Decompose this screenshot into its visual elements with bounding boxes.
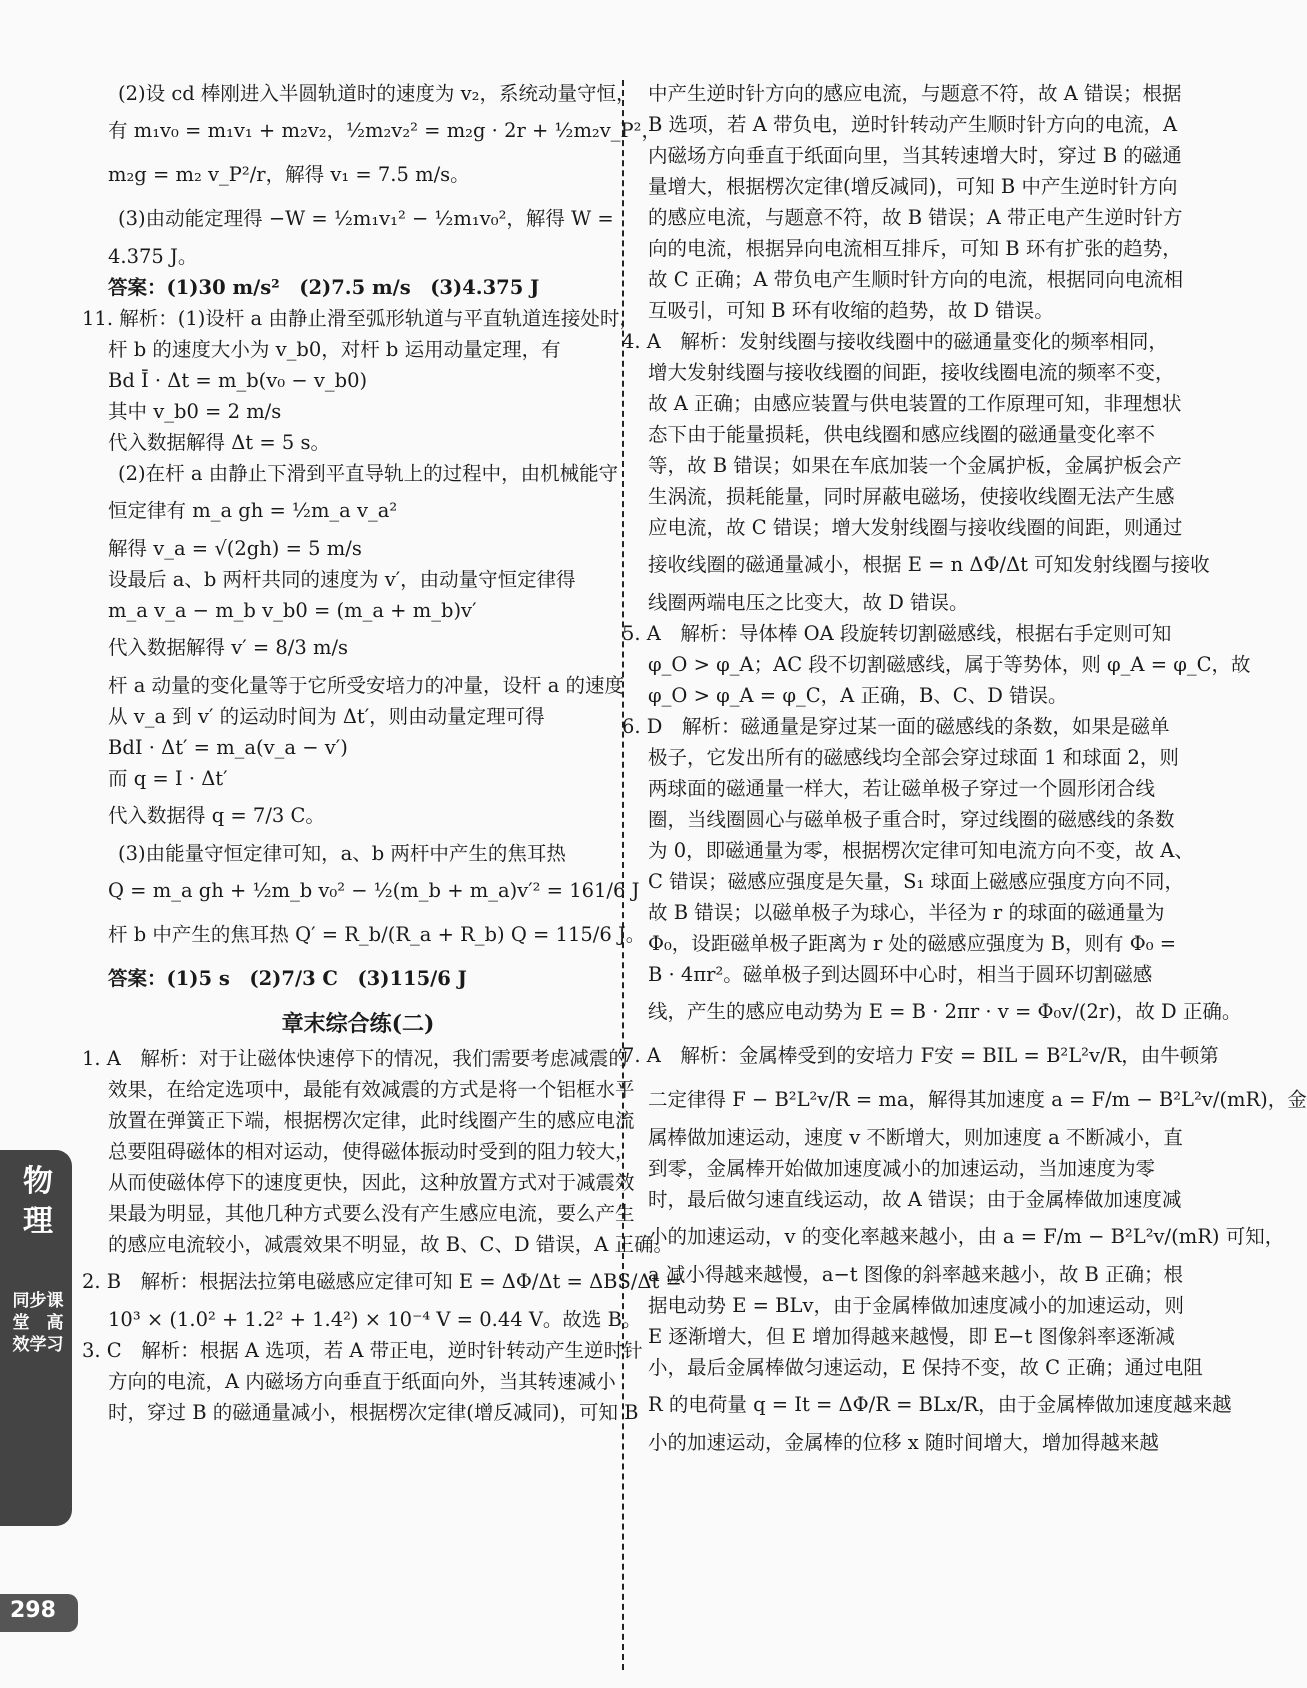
page-number: 298 <box>10 1598 56 1623</box>
text-line: B 选项，若 A 带负电，逆时针转动产生顺时针方向的电流，A <box>648 113 1178 136</box>
text-line: 向的电流，根据异向电流相互排斥，可知 B 环有扩张的趋势， <box>648 237 1182 260</box>
text-line: 中产生逆时针方向的感应电流，与题意不符，故 A 错误；根据 <box>648 82 1182 105</box>
text-line: a 减小得越来越慢，a−t 图像的斜率越来越小，故 B 正确；根 <box>648 1263 1184 1286</box>
text-line: 小的加速运动，金属棒的位移 x 随时间增大，增加得越来越 <box>648 1431 1159 1454</box>
text-line: 内磁场方向垂直于纸面向里，当其转速增大时，穿过 B 的磁通 <box>648 144 1182 167</box>
text-line: 生涡流，损耗能量，同时屏蔽电磁场，使接收线圈无法产生感 <box>648 485 1175 508</box>
text-line: 互吸引，可知 B 环有收缩的趋势，故 D 错误。 <box>648 299 1054 322</box>
text-line: 代入数据解得 v′ = 8/3 m/s <box>108 636 349 659</box>
text-line: 线，产生的感应电动势为 E = B · 2πr · v = Φ₀v/(2r)，故 D 正确。 <box>648 1000 1242 1023</box>
text-line: 放置在弹簧正下端，根据楞次定律，此时线圈产生的感应电流 <box>108 1109 635 1132</box>
equation-line: Q = m_a gh + ½m_b v₀² − ½(m_b + m_a)v′² = 161/6 J <box>108 879 640 902</box>
text-line: 等，故 B 错误；如果在车底加装一个金属护板，金属护板会产 <box>648 454 1182 477</box>
text-line: φ_O > φ_A；AC 段不切割磁感线，属于等势体，则 φ_A = φ_C，故 <box>648 653 1251 676</box>
equation-line: 而 q = I · Δt′ <box>108 767 228 790</box>
text-line: 果最为明显，其他几种方式要么没有产生感应电流，要么产生 <box>108 1202 635 1225</box>
equation-line: m_a v_a − m_b v_b0 = (m_a + m_b)v′ <box>108 599 477 622</box>
text-line: 接收线圈的磁通量减小，根据 E = n ΔΦ/Δt 可知发射线圈与接收 <box>648 553 1210 576</box>
text-line: 小，最后金属棒做匀速运动，E 保持不变，故 C 正确；通过电阻 <box>648 1356 1203 1379</box>
problem-11-header: 11. 解析：(1)设杆 a 由静止滑至弧形轨道与平直轨道连接处时， <box>82 307 639 330</box>
text-line: 10³ × (1.0² + 1.2² + 1.4²) × 10⁻⁴ V = 0.44 V。故选 B。 <box>108 1308 642 1331</box>
text-line: 4.375 J。 <box>108 245 198 268</box>
text-line: 解得 v_a = √(2gh) = 5 m/s <box>108 537 362 560</box>
text-line: 圈，当线圈圆心与磁单极子重合时，穿过线圈的磁感线的条数 <box>648 808 1175 831</box>
text-line: 态下由于能量损耗，供电线圈和感应线圈的磁通量变化率不 <box>648 423 1156 446</box>
text-line: 的感应电流较小，减震效果不明显，故 B、C、D 错误，A 正确。 <box>108 1233 674 1256</box>
text-line: 两球面的磁通量一样大，若让磁单极子穿过一个圆形闭合线 <box>648 777 1156 800</box>
text-line: 小的加速运动，v 的变化率越来越小，由 a = F/m − B²L²v/(mR) 可知， <box>648 1225 1285 1248</box>
right-column <box>622 78 1307 1458</box>
series-label: 同步课堂 高效学习 <box>12 1291 64 1355</box>
text-line: 设最后 a、b 两杆共同的速度为 v′，由动量守恒定律得 <box>108 568 576 591</box>
text-line: 代入数据解得 Δt = 5 s。 <box>108 431 330 454</box>
text-line: 量增大，根据楞次定律(增反减同)，可知 B 中产生逆时针方向 <box>648 175 1178 198</box>
text-line: 有 m₁v₀ = m₁v₁ + m₂v₂，½m₂v₂² = m₂g · 2r + ½m₂v_P²， <box>108 119 661 142</box>
text-line: 故 B 错误；以磁单极子为球心，半径为 r 的球面的磁通量为 <box>648 901 1165 924</box>
left-column <box>82 78 682 1428</box>
text-line: 方向的电流，A 内磁场方向垂直于纸面向外，当其转速减小 <box>108 1370 616 1393</box>
text-line: 增大发射线圈与接收线圈的间距，接收线圈电流的频率不变， <box>648 361 1175 384</box>
text-line: 4. A 解析：发射线圈与接收线圈中的磁通量变化的频率相同， <box>622 330 1168 353</box>
text-line: (2)设 cd 棒刚进入半圆轨道时的速度为 v₂，系统动量守恒， <box>118 82 636 105</box>
text-line: E 逐渐增大，但 E 增加得越来越慢，即 E−t 图像斜率逐渐减 <box>648 1325 1175 1348</box>
equation-line: BdI · Δt′ = m_a(v_a − v′) <box>108 736 348 759</box>
text-line: R 的电荷量 q = It = ΔΦ/R = BLx/R，由于金属棒做加速度越来越 <box>648 1393 1232 1416</box>
text-line: 6. D 解析：磁通量是穿过某一面的磁感线的条数，如果是磁单 <box>622 715 1170 738</box>
text-line: 杆 a 动量的变化量等于它所受安培力的冲量，设杆 a 的速度 <box>108 674 625 697</box>
text-line: 恒定律有 m_a gh = ½m_a v_a² <box>108 499 398 522</box>
text-line: 其中 v_b0 = 2 m/s <box>108 400 282 423</box>
section-title: 章末综合练(二) <box>281 1011 435 1037</box>
text-line: 5. A 解析：导体棒 OA 段旋转切割磁感线，根据右手定则可知 <box>622 622 1172 645</box>
answer-line: 答案：(1)5 s (2)7/3 C (3)115/6 J <box>108 967 467 990</box>
text-line: φ_O > φ_A = φ_C，A 正确，B、C、D 错误。 <box>648 684 1068 707</box>
text-line: 的感应电流，与题意不符，故 B 错误；A 带正电产生逆时针方 <box>648 206 1183 229</box>
equation-line: Bd Ī · Δt = m_b(v₀ − v_b0) <box>108 369 368 392</box>
text-line: 故 C 正确；A 带负电产生顺时针方向的电流，根据同向电流相 <box>648 268 1184 291</box>
text-line: 属棒做加速运动，速度 v 不断增大，则加速度 a 不断减小，直 <box>648 1126 1183 1149</box>
text-line: m₂g = m₂ v_P²/r，解得 v₁ = 7.5 m/s。 <box>108 163 470 186</box>
text-line: 为 0，即磁通量为零，根据楞次定律可知电流方向不变，故 A、 <box>648 839 1194 862</box>
text-line: 2. B 解析：根据法拉第电磁感应定律可知 E = ΔΦ/Δt = ΔBS/Δt = <box>82 1270 682 1293</box>
text-line: (3)由动能定理得 −W = ½m₁v₁² − ½m₁v₀²，解得 W = <box>118 207 614 230</box>
text-line: 杆 b 中产生的焦耳热 Q′ = R_b/(R_a + R_b) Q = 115/6 J。 <box>108 923 646 946</box>
text-line: C 错误；磁感应强度是矢量，S₁ 球面上磁感应强度方向不同， <box>648 870 1184 893</box>
text-line: 二定律得 F − B²L²v/R = ma，解得其加速度 a = F/m − B²L²v/(mR)，金 <box>648 1088 1307 1111</box>
text-line: 7. A 解析：金属棒受到的安培力 F安 = BIL = B²L²v/R，由牛顿第 <box>622 1044 1219 1067</box>
text-line: 效果，在给定选项中，最能有效减震的方式是将一个铝框水平 <box>108 1078 635 1101</box>
text-line: 3. C 解析：根据 A 选项，若 A 带正电，逆时针转动产生逆时针 <box>82 1339 643 1362</box>
text-line: 线圈两端电压之比变大，故 D 错误。 <box>648 591 969 614</box>
text-line: 故 A 正确；由感应装置与供电装置的工作原理可知，非理想状 <box>648 392 1182 415</box>
text-line: 时，最后做匀速直线运动，故 A 错误；由于金属棒做加速度减 <box>648 1188 1182 1211</box>
text-line: 从 v_a 到 v′ 的运动时间为 Δt′，则由动量定理可得 <box>108 705 545 728</box>
text-line: 杆 b 的速度大小为 v_b0，对杆 b 运用动量定理，有 <box>108 338 561 361</box>
text-line: Φ₀，设距磁单极子距离为 r 处的磁感应强度为 B，则有 Φ₀ = <box>648 932 1177 955</box>
text-line: 据电动势 E = BLv，由于金属棒做加速度减小的加速运动，则 <box>648 1294 1184 1317</box>
text-line: B · 4πr²。磁单极子到达圆环中心时，相当于圆环切割磁感 <box>648 963 1153 986</box>
text-line: 极子，它发出所有的磁感线均全部会穿过球面 1 和球面 2，则 <box>648 746 1179 769</box>
text-line: 代入数据得 q = 7/3 C。 <box>108 804 325 827</box>
text-line: (2)在杆 a 由静止下滑到平直导轨上的过程中，由机械能守 <box>118 462 619 485</box>
text-line: 应电流，故 C 错误；增大发射线圈与接收线圈的间距，则通过 <box>648 516 1183 539</box>
text-line: 到零，金属棒开始做加速度减小的加速运动，当加速度为零 <box>648 1157 1156 1180</box>
text-line: (3)由能量守恒定律可知，a、b 两杆中产生的焦耳热 <box>118 842 566 865</box>
text-line: 总要阻碍磁体的相对运动，使得磁体振动时受到的阻力较大， <box>108 1140 635 1163</box>
text-line: 时，穿过 B 的磁通量减小，根据楞次定律(增反减同)，可知 B <box>108 1401 639 1424</box>
text-line: 1. A 解析：对于让磁体快速停下的情况，我们需要考虑减震的 <box>82 1047 628 1070</box>
answer-line: 答案：(1)30 m/s² (2)7.5 m/s (3)4.375 J <box>108 276 540 299</box>
text-line: 从而使磁体停下的速度更快，因此，这种放置方式对于减震效 <box>108 1171 635 1194</box>
subject-label: 物理 <box>23 1164 53 1239</box>
